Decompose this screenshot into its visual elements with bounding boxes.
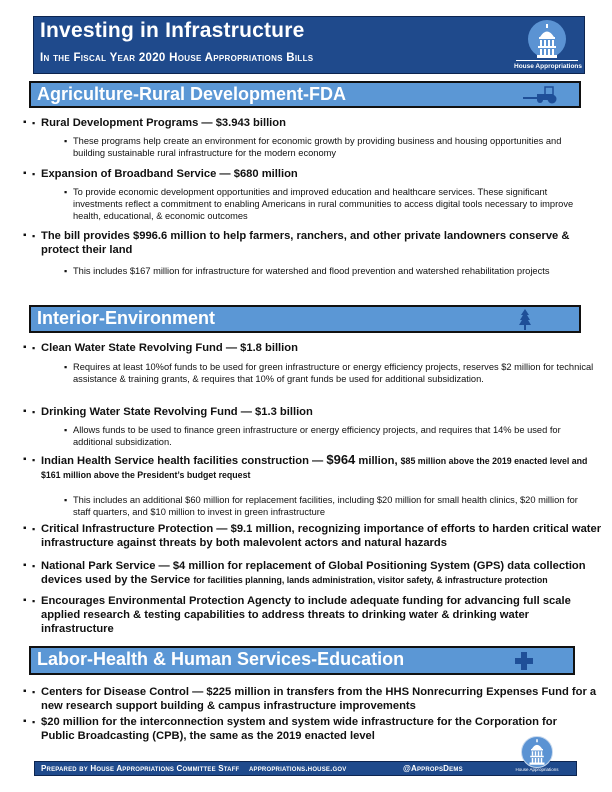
pine-tree-icon <box>518 309 532 331</box>
sub-list-item: ▪ This includes $167 million for infrastructure for watershed and flood prevention and watershed rehabilitation projects <box>64 266 550 276</box>
section-header-labor-hhs <box>29 646 575 675</box>
sub-list-item: ▪ These programs help create an environment for economic growth by providing business and housing opportunities and building sustainable rural infrastructure for the modern economy <box>64 136 562 158</box>
sub-list-item: ▪ Allows funds to be used to finance green infrastructure or energy efficiency projects, and requires that 14% be used for additional subsidization. <box>64 425 561 447</box>
list-item: ▪ ▪ Rural Development Programs — $3.943 billion <box>32 116 602 130</box>
list-item: ▪ ▪ Centers for Disease Control — $225 million in transfers from the HHS Nonrecurring Expenses Fund for a new research support building & campus infrastructure improvements <box>32 685 607 713</box>
page-title: Investing in Infrastructure <box>40 19 305 42</box>
house-appropriations-logo <box>514 20 583 72</box>
list-item: ▪ ▪ The bill provides $996.6 million to help farmers, ranchers, and other private landowners conserve & protect their land <box>32 229 607 257</box>
twitter-handle-link[interactable]: @AppropsDems <box>403 764 463 773</box>
list-item: ▪ ▪ Indian Health Service health facilities construction — $964 million, $85 million above the 2019 enacted level and $161 million above the President’s budget request <box>32 453 607 482</box>
section-title: Agriculture-Rural Development-FDA <box>37 84 347 104</box>
capitol-dome-icon <box>528 739 546 765</box>
list-item: ▪ ▪ $20 million for the interconnection system and system wide infrastructure for the Corporation for Public Broadcasting (CPB), the same as the 2019 enacted level <box>32 715 592 743</box>
tractor-icon <box>523 86 563 104</box>
logo-label: House Appropriations <box>514 63 583 70</box>
page-footer <box>34 761 577 776</box>
website-link[interactable]: appropriations.house.gov <box>249 764 347 773</box>
page-subtitle: In the Fiscal Year 2020 House Appropriations Bills <box>40 52 314 64</box>
list-item: ▪ ▪ National Park Service — $4 million for replacement of Global Positioning System (GPS) data collection devices used by the Service for facilities planning, lands administration, visitor safety, & infrastructure protection <box>32 559 607 587</box>
section-title: Labor-Health & Human Services-Education <box>37 649 405 669</box>
list-item: ▪ ▪ Encourages Environmental Protection Agencty to include adequate funding for advancing full scale applied research & testing capabilities to address threats to drinking water & drinking water infrastructure <box>32 594 597 636</box>
sub-list-item: ▪ This includes an additional $60 million for replacement facilities, including $20 million for small health clinics, $20 million for staff quarters, and $10 million to invest in green infrastructure <box>64 495 578 517</box>
footer-logo-label: House Appropriations <box>515 767 559 772</box>
page-header <box>33 16 585 74</box>
list-item: ▪ ▪ Drinking Water State Revolving Fund — $1.3 billion <box>32 405 602 419</box>
list-item: ▪ ▪ Expansion of Broadband Service — $680 million <box>32 167 602 181</box>
section-header-interior <box>29 305 581 333</box>
list-item: ▪ ▪ Clean Water State Revolving Fund — $1.8 billion <box>32 341 602 355</box>
sub-list-item: ▪ To provide economic development opportunities and improved education and healthcare services. These significant investments reflect a commitment to enabling Americans in rural communities to access digital tools necessary to improve health, educational, & economic outcomes <box>64 187 574 221</box>
list-item: ▪ ▪ Critical Infrastructure Protection — $9.1 million, recognizing importance of efforts to harden critical water infrastructure against threats by both malevolent actors and natural hazards <box>32 522 607 550</box>
medical-cross-icon <box>515 652 533 670</box>
section-header-agriculture <box>29 81 581 108</box>
prepared-by-text: Prepared by House Appropriations Committee Staff <box>41 764 240 773</box>
sub-list-item: ▪ Requires at least 10%of funds to be used for green infrastructure or energy efficiency projects, reserves $2 million for technical assistance & training grants, & requires that 10% of grant funds be used for additional subsidization. <box>64 362 594 384</box>
section-title: Interior-Environment <box>37 308 216 328</box>
capitol-dome-icon <box>535 24 559 58</box>
footer-logo <box>500 736 574 776</box>
